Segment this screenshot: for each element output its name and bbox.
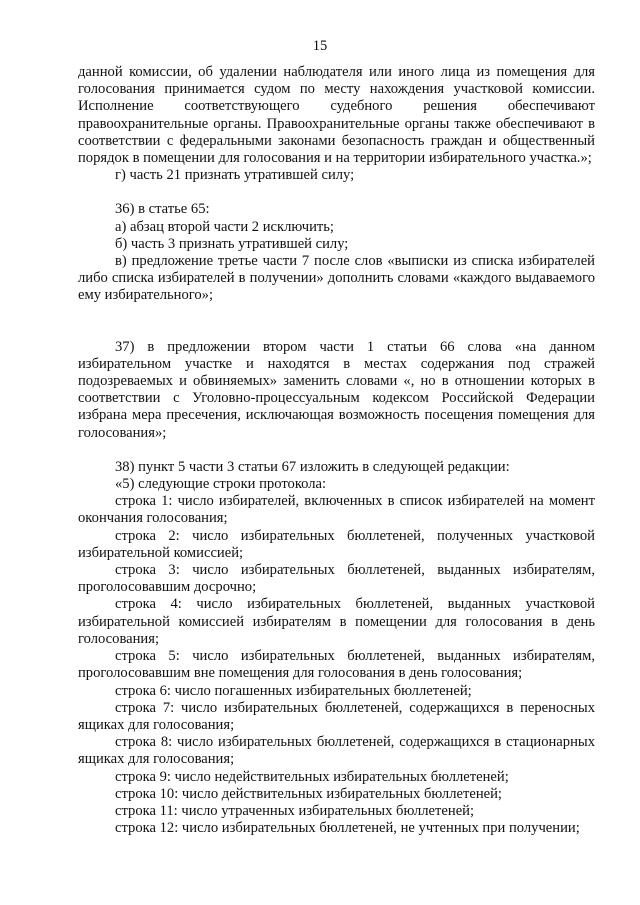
- paragraph: «5) следующие строки протокола:: [115, 476, 327, 493]
- paragraph: в) предложение третье части 7 после слов «выписки из списка избирателей либо списка избирателей в получении» дополнить словами «каждого выдаваемого ему избирательного»;: [78, 253, 595, 304]
- paragraph: строка 7: число избирательных бюллетеней, содержащихся в переносных ящиках для голосования;: [78, 699, 595, 733]
- paragraph: строка 10: число действительных избирательных бюллетеней;: [115, 785, 502, 802]
- paragraph: данной комиссии, об удалении наблюдателя или иного лица из помещения для голосования принимается судом по месту нахождения участковой комиссии. Исполнение соответствующего судебного решения обеспечивают правоохранительные органы. Правоохранительные органы также обеспечивают в соответствии с федеральными законами безопасность граждан и общественный порядок в помещении для голосования и на территории избирательного участка.»;: [78, 64, 595, 167]
- paragraph: строка 1: число избирателей, включенных в список избирателей на момент окончания голосования;: [78, 493, 595, 527]
- document-body: [78, 64, 595, 837]
- paragraph: строка 3: число избирательных бюллетеней, выданных избирателям, проголосовавшим досрочно;: [78, 562, 595, 596]
- paragraph: строка 12: число избирательных бюллетеней, не учтенных при получении;: [115, 820, 580, 837]
- paragraph: 38) пункт 5 части 3 статьи 67 изложить в следующей редакции:: [115, 458, 510, 475]
- paragraph: строка 4: число избирательных бюллетеней, выданных участковой избирательной комиссией избирателям в помещении для голосования в день голосования;: [78, 596, 595, 647]
- paragraph: строка 11: число утраченных избирательных бюллетеней;: [115, 802, 475, 819]
- paragraph: строка 6: число погашенных избирательных бюллетеней;: [115, 682, 472, 699]
- paragraph: б) часть 3 признать утратившей силу;: [115, 235, 349, 252]
- paragraph: строка 5: число избирательных бюллетеней, выданных избирателям, проголосовавшим вне помещения для голосования в день голосования;: [78, 648, 595, 682]
- paragraph: 36) в статье 65:: [115, 201, 210, 218]
- paragraph: 37) в предложении втором части 1 статьи 66 слова «на данном избирательном участке и находятся в местах содержания под стражей подозреваемых и обвиняемых» заменить словами «, но в отношении которых в соответствии с Уголовно-процессуальным кодексом Российской Федерации избрана мера пресечения, исключающая возможность посещения помещения для голосования»;: [78, 338, 595, 441]
- paragraph: строка 2: число избирательных бюллетеней, полученных участковой избирательной комиссией;: [78, 527, 595, 561]
- paragraph: строка 8: число избирательных бюллетеней, содержащихся в стационарных ящиках для голосования;: [78, 734, 595, 768]
- paragraph: строка 9: число недействительных избирательных бюллетеней;: [115, 768, 509, 785]
- page-number: 15: [312, 38, 328, 54]
- paragraph: г) часть 21 признать утратившей силу;: [115, 167, 355, 184]
- paragraph: а) абзац второй части 2 исключить;: [115, 218, 334, 235]
